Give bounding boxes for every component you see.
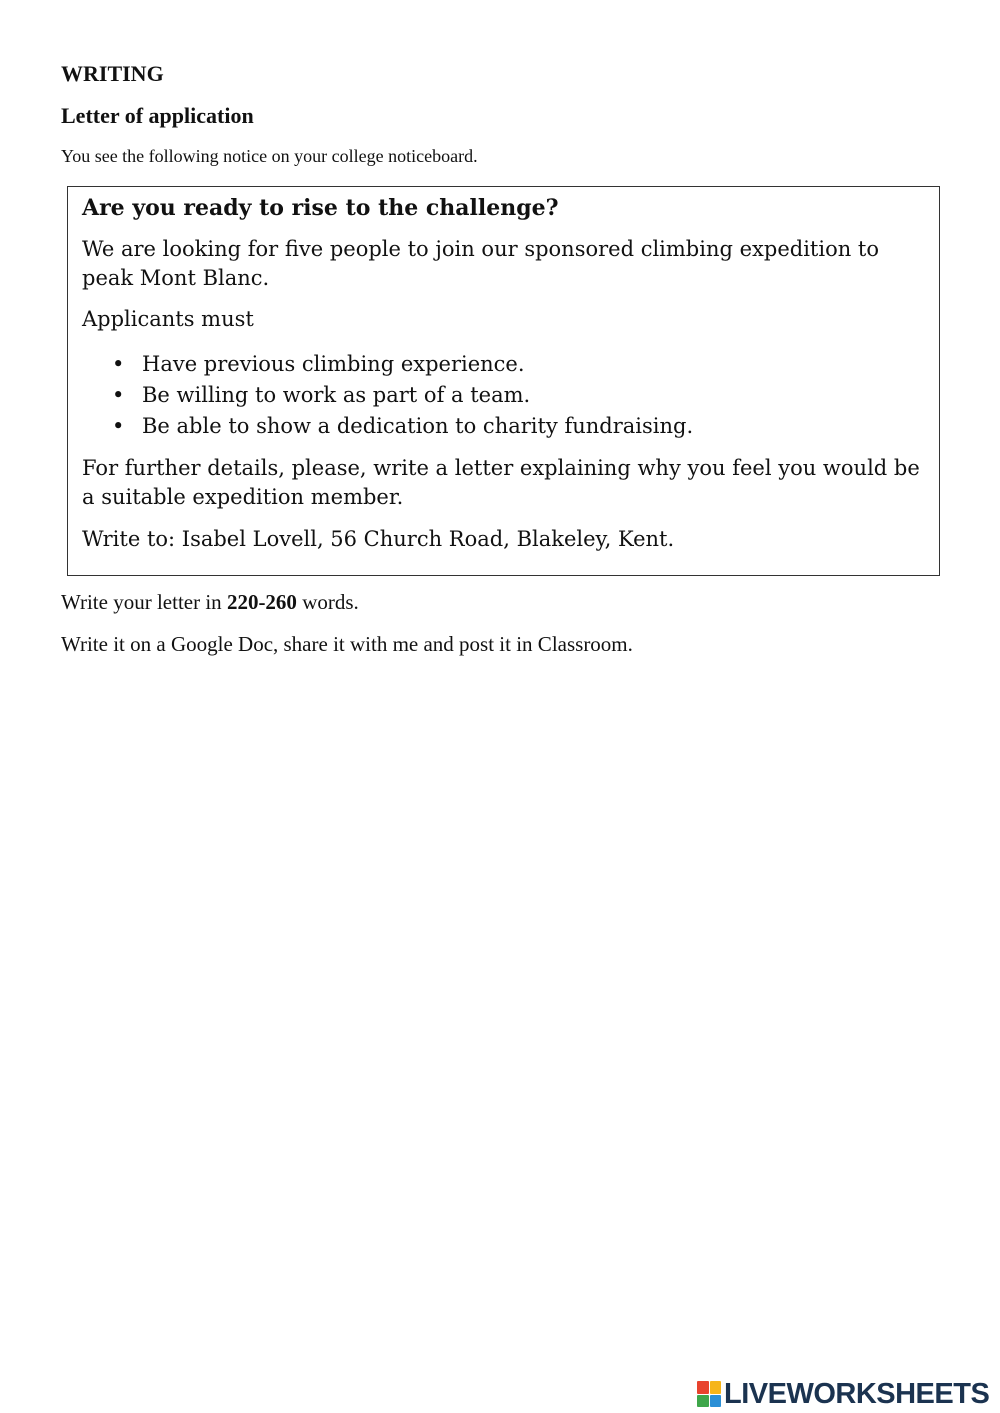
word-count-instruction (61, 590, 359, 615)
logo-square (710, 1381, 722, 1394)
notice-applicants-label: Applicants must (82, 307, 254, 331)
list-item (82, 411, 693, 442)
logo-mark-icon (697, 1381, 721, 1407)
logo-square (697, 1381, 709, 1394)
logo-square (710, 1395, 722, 1408)
requirement-text: Be willing to work as part of a team. (142, 383, 531, 407)
notice-address: Write to: Isabel Lovell, 56 Church Road, Blakeley, Kent. (82, 527, 675, 551)
list-item (82, 349, 693, 380)
list-item (82, 380, 693, 411)
notice-intro: We are looking for five people to join our sponsored climbing expedition to peak Mont Blanc. (82, 237, 879, 290)
requirement-text: Have previous climbing experience. (142, 352, 525, 376)
bullet-icon: • (112, 383, 125, 407)
logo-text: LIVEWORKSHEETS (724, 1377, 990, 1410)
liveworksheets-logo[interactable] (697, 1377, 989, 1411)
notice-title: Are you ready to rise to the challenge? (82, 195, 559, 221)
intro-text: You see the following notice on your college noticeboard. (61, 146, 478, 166)
submit-instruction: Write it on a Google Doc, share it with me and post it in Classroom. (61, 632, 633, 656)
logo-square (697, 1395, 709, 1408)
task-heading: Letter of application (61, 103, 254, 128)
section-heading: WRITING (61, 61, 164, 86)
bullet-icon: • (112, 414, 125, 438)
word-count-suffix: words. (296, 590, 359, 614)
word-count-value: 220-260 (226, 590, 297, 614)
bullet-icon: • (112, 352, 125, 376)
requirement-text: Be able to show a dedication to charity fundraising. (142, 414, 694, 438)
word-count-prefix: Write your letter in (61, 590, 227, 614)
notice-details: For further details, please, write a letter explaining why you feel you would be a suitable expedition member. (82, 456, 920, 509)
notice-box (67, 186, 940, 576)
requirements-list (82, 349, 693, 442)
